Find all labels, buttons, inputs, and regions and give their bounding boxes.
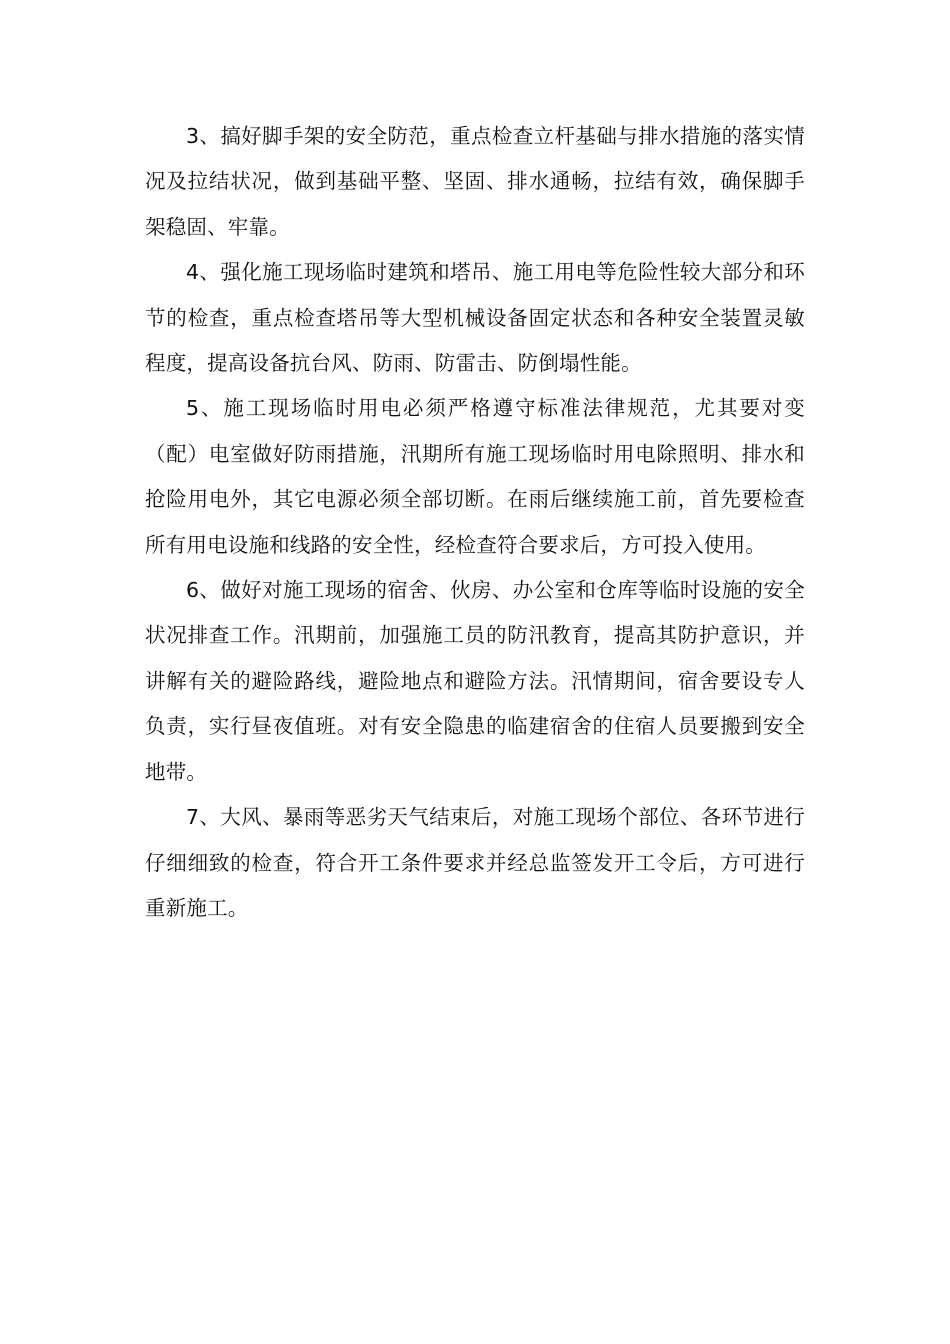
paragraph-item-4: 4、强化施工现场临时建筑和塔吊、施工用电等危险性较大部分和环节的检查，重点检查塔吊等大型机械设备固定状态和各种安全装置灵敏程度，提高设备抗台风、防雨、防雷击、防倒塌性能。	[145, 260, 805, 376]
paragraph-item-7: 7、大风、暴雨等恶劣天气结束后，对施工现场个部位、各环节进行仔细细致的检查，符合开工条件要求并经总监签发开工令后，方可进行重新施工。	[145, 805, 805, 920]
paragraph-item-5: 5、施工现场临时用电必须严格遵守标准法律规范，尤其要对变（配）电室做好防雨措施，汛期所有施工现场临时用电除照明、排水和抢险用电外，其它电源必须全部切断。在雨后继续施工前，首先要检查所有用电设施和线路的安全性，经检查符合要求后，方可投入使用。	[145, 396, 805, 557]
document-body	[145, 114, 805, 931]
paragraph-item-3: 3、搞好脚手架的安全防范，重点检查立杆基础与排水措施的落实情况及拉结状况，做到基础平整、坚固、排水通畅，拉结有效，确保脚手架稳固、牢靠。	[145, 124, 805, 239]
paragraph-item-6: 6、做好对施工现场的宿舍、伙房、办公室和仓库等临时设施的安全状况排查工作。汛期前，加强施工员的防汛教育，提高其防护意识，并讲解有关的避险路线，避险地点和避险方法。汛情期间，宿舍要设专人负责，实行昼夜值班。对有安全隐患的临建宿舍的住宿人员要搬到安全地带。	[145, 578, 805, 784]
